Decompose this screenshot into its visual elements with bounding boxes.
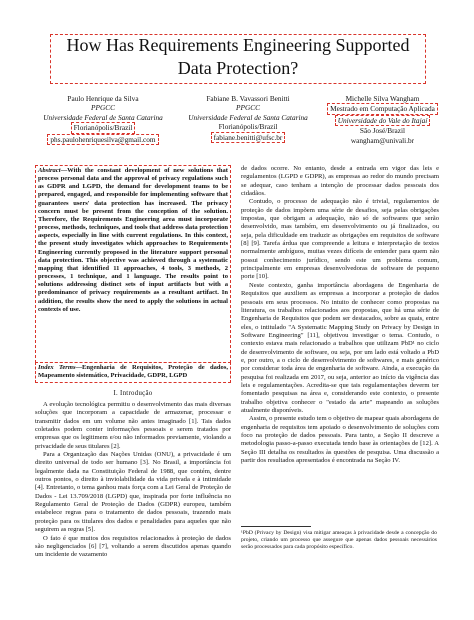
title-highlight-box [50,34,426,84]
right-column-body [241,165,439,465]
author-affiliation: PPGCC [236,103,260,113]
title-line-2: Data Protection? [177,58,299,78]
abstract-box [35,165,231,363]
footnote: ¹PbD (Privacy by Design) visa mitigar ameaças à privacidade desde a concepção do projeto, criando um processo que assegure que apenas dados pessoais necessários serão processados para cada propósito específico. [241,530,437,550]
left-column-body [35,401,231,560]
paragraph: O fato é que muitos dos requisitos relacionados à proteção de dados são negligenciados [6] [7], voltando a serem discutidos apenas quando um incidente de vazamento [35,534,231,559]
author-email: wangham@univali.br [350,135,415,145]
paragraph: A evolução tecnológica permitiu o desenvolvimento das mais diversas soluções que incorporam a capacidade de armazenar, processar e transmitir dados em um volume não antes imaginado [1]. Tais dados coletados podem conter informações pessoais e serem tratados por empresas que os legitimem e/ou não informados previamente, violando a privacidade de seus titulares [2]. [35,401,231,450]
abstract-lead: Abstract [38,167,61,174]
paragraph: Contudo, o processo de adequação não é trivial, regulamentos de proteção de dados impõem uma série de desafios, seja pelas obrigações impostas, que obrigam a adequação, não só de softwares que serão desenvolvido, mas também, em desenvolvimento ou já finalizados, ou seja, pela dificuldade em traduzir as obrigações em requisitos de software [8] [9]. Tarefa árdua que compreende a leitura e interpretação de textos normalmente ambíguos, muitas vezes difíceis de entender para quem não possui conhecimento jurídico, sendo este um problema comum, principalmente em empresas desenvolvedoras de software de pequeno porte [10]. [241,198,439,281]
author-affiliation: Mestrado em Computação Aplicada [327,103,438,114]
author-city: Florianópolis/Brazil [71,122,136,133]
index-terms-box [35,362,231,383]
author-block-1 [33,94,173,145]
author-name: Michelle Silva Wangham [345,94,420,103]
paper-title [50,34,426,84]
paragraph: de dados ocorre. No entanto, desde a entrada em vigor das leis e regulamentos (LGPD e GDPR), as empresas ao redor do mundo precisam se adequar, caso tenham a intenção de processar dados pessoais dos cidadãos. [241,165,439,198]
author-block-3 [320,94,445,145]
author-city: Florianópolis/Brazil [218,122,278,132]
paragraph: Neste contexto, ganha importância abordagens de Engenharia de Requisitos que auxiliem as empresas a incorporar a proteção de dados pessoais em seus processos. No intuito de conhecer como propostas na literatura, os trabalhos relacionados aos propostas, que há uma série de Engenharia de Requisitos que podem ser destacados, sobre as quais, entre eles, o intitulado "A Systematic Mapping Study on Privacy by Design in Software Engineering" [11], objetivou investigar o tema. Contudo, o contexto estava mais relacionado a trabalhos que utilizam PbD¹ no ciclo de desenvolvimento de software, ou seja, por um lado está voltado a PbD e, por outro, a o ciclo de desenvolvimento de softwares, e mais genérico por considerar toda área de engenharia de software. Ainda, a execução da pesquisa foi realizada em 2017, ou seja, anterior ao início da vigência das leis e regulamentações. Acredita-se que tais regulamentações deverm ter fomentado pesquisas na área e, considerando este contexto, o presente trabalho objetiva conhecer o "estado da arte" mapeando as soluções atualmente disponíveis. [241,281,439,414]
author-university: Universidade Federal de Santa Catarina [188,112,308,122]
index-terms-lead: Index Terms [38,364,76,371]
author-city: São José/Brazil [359,126,406,136]
title-line-1: How Has Requirements Engineering Supported [66,35,410,55]
author-university: Universidade Federal de Santa Catarina [43,112,163,122]
author-email: phs.paulohenriquesilva@gmail.com [47,134,158,145]
author-name: Fabiane B. Vavassori Benitti [206,94,290,103]
paragraph: Para a Organização das Nações Unidas (ONU), a privacidade é um direito universal de todo ser humano [3]. No Brasil, a importância foi legalmente dada na Constituição Federal de 1988, que contém, dentre outros pontos, o direito à inviolabilidade da vida privada e à intimidade [4]. Entretanto, o tema ganhou mais força com a Lei Geral de Proteção de Dados - Lei 13.709/2018 (LGPD) que, inspirada por forte influência no Regulamento Geral de Proteção de Dados (GDPR) europeu, também estabelece regras para o tratamento de dados pessoais, trazendo mais proteção para os titulares dos dados e penalidades para aqueles que não seguirem as regras [5]. [35,451,231,534]
paragraph: Assim, o presente estudo tem o objetivo de mapear quais abordagens de engenharia de requisitos tem apoiado o desenvolvimento de soluções com foco na proteção de dados pessoais. Para tanto, a Seção II descreve a metodologia passo-a-passo executada tendo base às orientações de [12]. A Seção III detalha os resultados às questões de pesquisa. Uma discussão a partir dos resultados apresentados é encontrada na Seção IV. [241,415,439,465]
section-heading: I. Introdução [113,390,153,397]
index-terms-text: —Engenharia de Requisitos, Proteção de dados, Mapeamento sistemático, Privacidade, GDPR, LGPD [38,364,228,380]
abstract-text: —With the constant development of new solutions that process personal data and the approval of privacy regulations such as GDPR and LGPD, the demand for development teams to be prepared, engaged, and responsible for implementing software that guarantees users' data protection has increased. The privacy concern must be present from the conception of the solution. Therefore, the Requirements Engineering area must incorporate process, methods, techniques, and tools that address data protection aspects, especially in line with current regulations. In this context, the present study investigates which approaches to Requirements Engineering currently proposed in the literature support personal data protection. This objective was achieved through a systematic mapping that identified 11 approaches, 4 tools, 3 methods, 2 processes, 1 technique, and 1 language. The results point to solutions addressing distinct sets of input artifacts but with a predominance of privacy requirements as a resultant artifact. In addition, the results show the need to apply the solutions in actual contexts of use. [38,167,228,313]
author-email: fabiane.benitti@ufsc.br [211,132,286,143]
author-university: Universidade do Vale do Itajaí [335,115,431,126]
author-affiliation: PPGCC [91,103,115,113]
footnote-rule [241,526,311,527]
author-block-2 [183,94,313,143]
author-name: Paulo Henrique da Silva [67,94,139,103]
